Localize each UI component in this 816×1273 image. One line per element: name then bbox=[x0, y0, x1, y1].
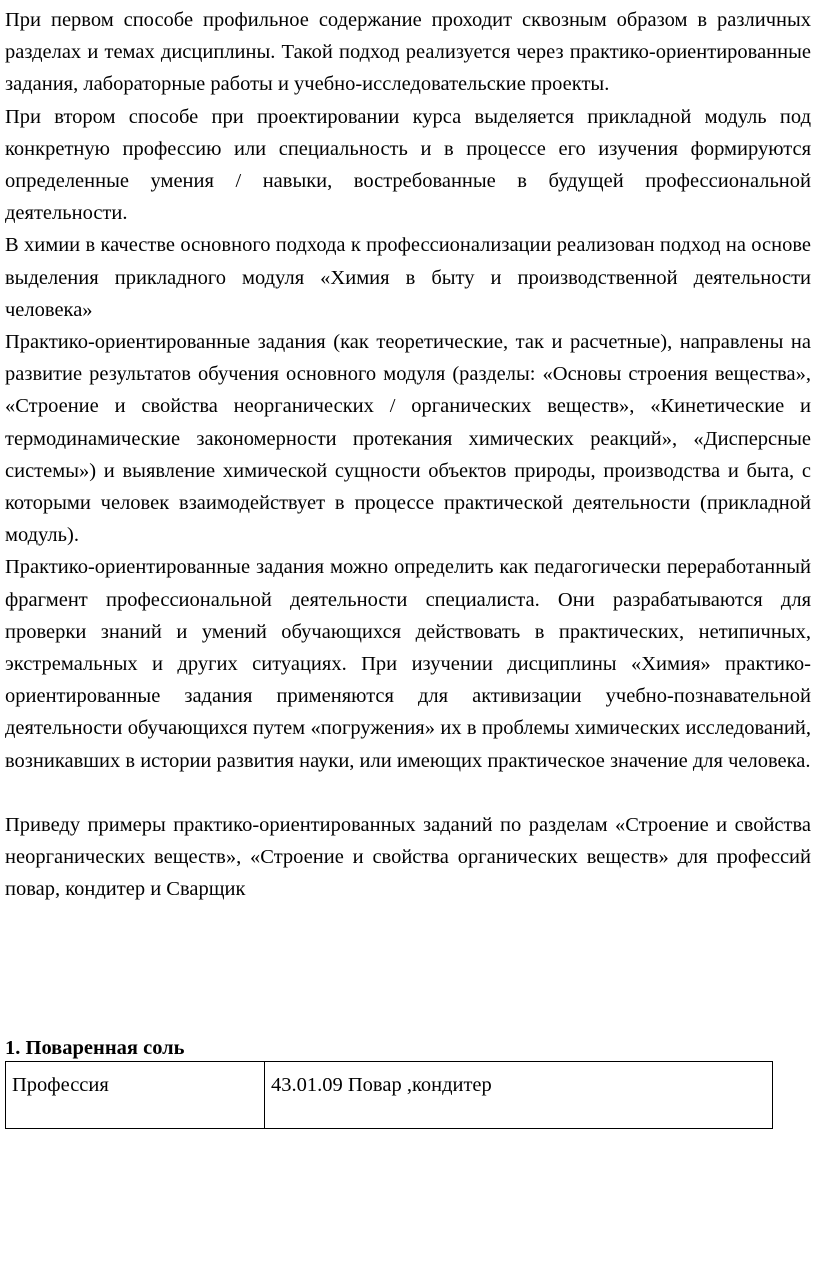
paragraph-second-method: При втором способе при проектировании курса выделяется прикладной модуль под конкретную профессию или специальность и в процессе его изучения формируются определенные умения / навыки, востребованные в будущей профессиональной деятельности. bbox=[5, 105, 811, 225]
paragraph-examples-intro: Приведу примеры практико-ориентированных заданий по разделам «Строение и свойства неорганических веществ», «Строение и свойства органических веществ» для профессий повар, кондитер и Сварщик bbox=[5, 813, 811, 901]
document-page bbox=[5, 4, 811, 1129]
table-label-cell: Профессия bbox=[6, 1062, 265, 1129]
paragraph-chemistry-approach: В химии в качестве основного подхода к профессионализации реализован подход на основе выделения прикладного модуля «Химия в быту и производственной деятельности человека» bbox=[5, 234, 811, 321]
table-value-cell: 43.01.09 Повар ,кондитер bbox=[265, 1062, 773, 1129]
profession-table bbox=[5, 1061, 773, 1129]
paragraph-practical-tasks: Практико-ориентированные задания (как теоретические, так и расчетные), направлены на развитие результатов обучения основного модуля (разделы: «Основы строения вещества», «Строение и свойства неорганических / органических веществ», «Кинетические и термодинамические закономерности протекания химических реакций», «Дисперсные системы») и выявление химической сущности объектов природы, производства и быта, с которыми человек взаимодействует в процессе практической деятельности (прикладной модуль). bbox=[5, 331, 811, 547]
paragraph-first-method: При первом способе профильное содержание проходит сквозным образом в различных разделах и темах дисциплины. Такой подход реализуется через практико-ориентированные задания, лабораторные работы и учебно-исследовательские проекты. bbox=[5, 9, 811, 96]
spacer bbox=[5, 905, 811, 1035]
section-heading: 1. Поваренная соль bbox=[5, 1037, 185, 1060]
spacer bbox=[5, 777, 811, 809]
table-row bbox=[6, 1062, 773, 1129]
paragraph-task-definition: Практико-ориентированные задания можно определить как педагогически переработанный фрагмент профессиональной деятельности специалиста. Они разрабатываются для проверки знаний и умений обучающихся действовать в практических, нетипичных, экстремальных и других ситуациях. При изучении дисциплины «Химия» практико-ориентированные задания применяются для активизации учебно-познавательной деятельности обучающихся путем «погружения» их в проблемы химических исследований, возникавших в истории развития науки, или имеющих практическое значение для человека. bbox=[5, 556, 811, 772]
